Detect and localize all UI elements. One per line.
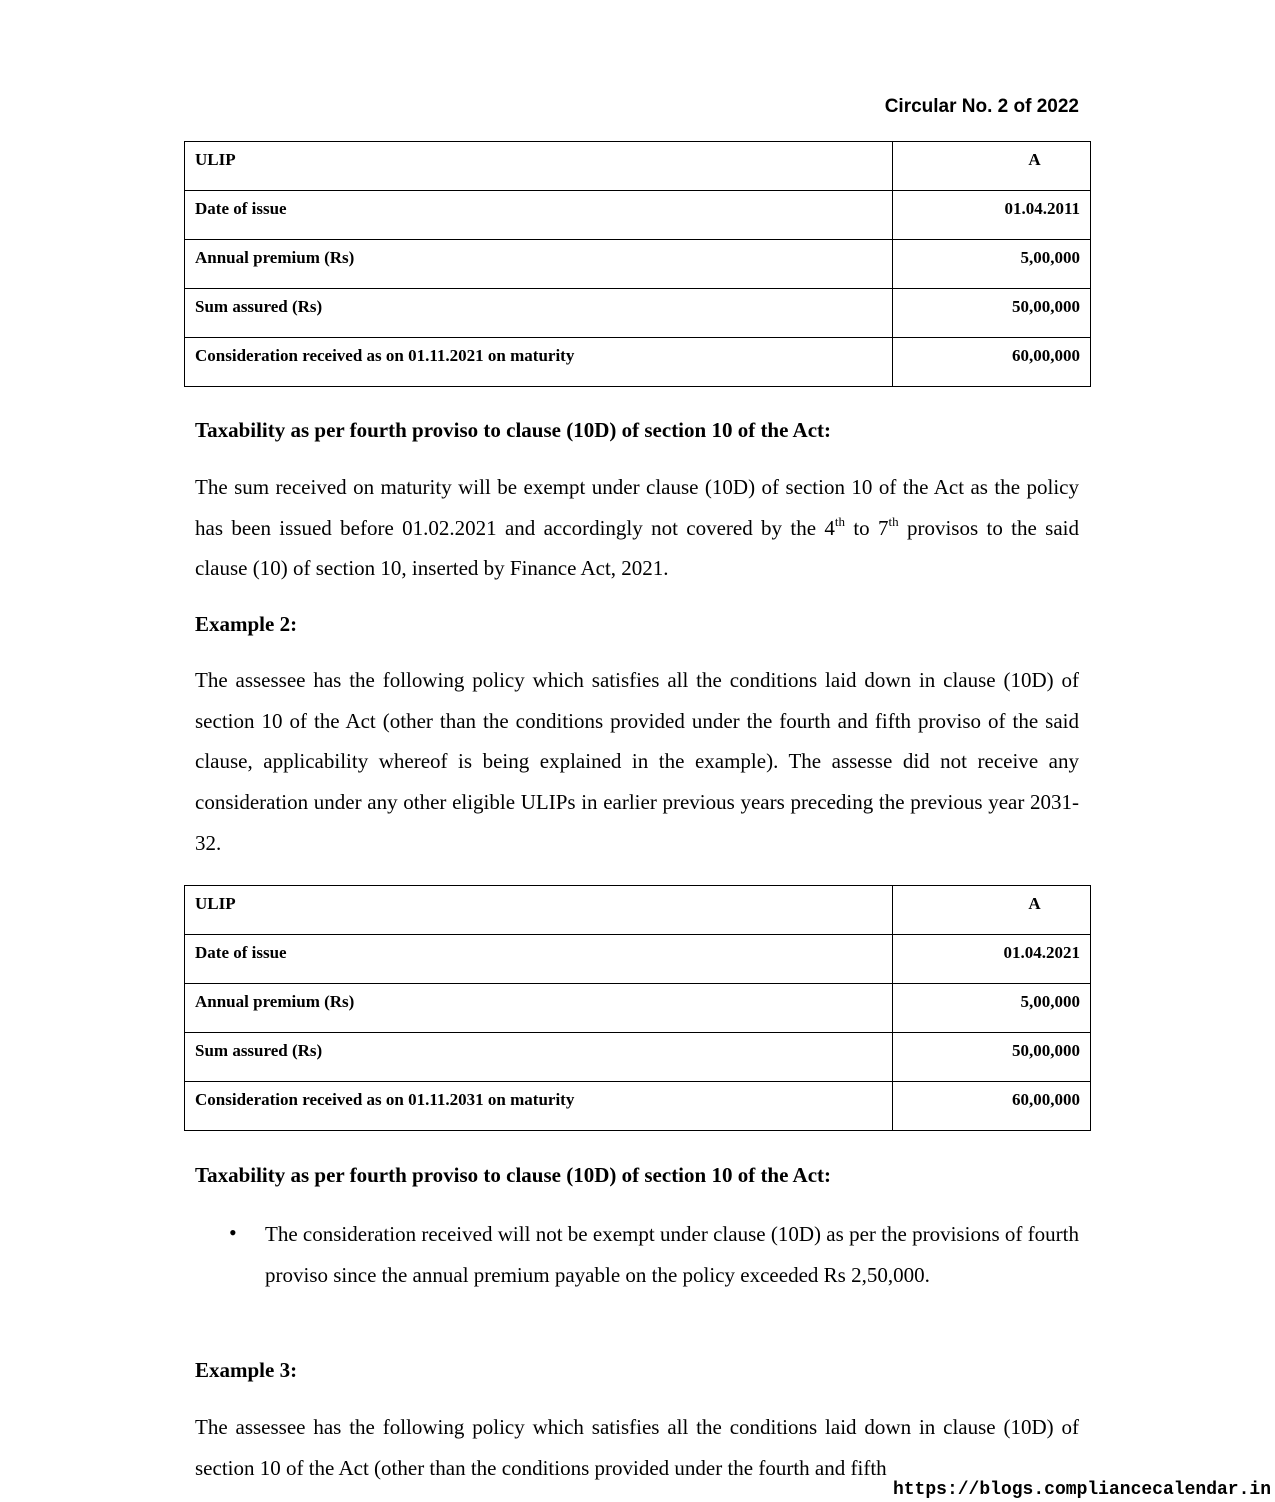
row-value: A bbox=[893, 142, 1091, 191]
table-row bbox=[185, 289, 1091, 338]
row-label: ULIP bbox=[185, 142, 893, 191]
table-row bbox=[185, 886, 1091, 935]
row-label: Date of issue bbox=[185, 935, 893, 984]
row-value: 5,00,000 bbox=[893, 984, 1091, 1033]
row-label: ULIP bbox=[185, 886, 893, 935]
taxability-heading-2: Taxability as per fourth proviso to clause (10D) of section 10 of the Act: bbox=[195, 1163, 831, 1187]
taxability-heading-1: Taxability as per fourth proviso to clause (10D) of section 10 of the Act: bbox=[195, 418, 831, 442]
row-value: A bbox=[893, 886, 1091, 935]
table-row bbox=[185, 240, 1091, 289]
row-label: Annual premium (Rs) bbox=[185, 984, 893, 1033]
example-2-paragraph: The assessee has the following policy which satisfies all the conditions laid down in clause (10D) of section 10 of the Act (other than the conditions provided under the fourth and fifth proviso of the said clause, applicability whereof is being explained in the example). The assesse did not receive any consideration under any other eligible ULIPs in earlier previous years preceding the previous year 2031-32. bbox=[195, 668, 1079, 855]
row-value: 60,00,000 bbox=[893, 338, 1091, 387]
circular-number: Circular No. 2 of 2022 bbox=[884, 96, 1079, 117]
taxability-paragraph-1 bbox=[195, 467, 1079, 589]
row-value: 5,00,000 bbox=[893, 240, 1091, 289]
table-row bbox=[185, 338, 1091, 387]
row-value: 50,00,000 bbox=[893, 1033, 1091, 1082]
row-label: Consideration received as on 01.11.2031 on maturity bbox=[185, 1082, 893, 1131]
bullet-icon: • bbox=[229, 1220, 237, 1245]
text-fragment: to 7 bbox=[845, 515, 889, 540]
table-row bbox=[185, 984, 1091, 1033]
row-value: 60,00,000 bbox=[893, 1082, 1091, 1131]
ulip-table-example-2 bbox=[184, 885, 1091, 1131]
row-value: 01.04.2021 bbox=[893, 935, 1091, 984]
text-fragment: provisos to the said clause (10) of section 10, inserted by Finance Act, 2021. bbox=[195, 515, 1079, 581]
watermark-url: https://blogs.compliancecalendar.in bbox=[892, 1480, 1271, 1500]
table-row bbox=[185, 1033, 1091, 1082]
row-label: Date of issue bbox=[185, 191, 893, 240]
row-value: 50,00,000 bbox=[893, 289, 1091, 338]
table-row bbox=[185, 935, 1091, 984]
table-row bbox=[185, 1082, 1091, 1131]
row-label: Annual premium (Rs) bbox=[185, 240, 893, 289]
row-value: 01.04.2011 bbox=[893, 191, 1091, 240]
example-3-heading: Example 3: bbox=[195, 1358, 298, 1382]
superscript: th bbox=[834, 513, 845, 529]
superscript: th bbox=[888, 513, 899, 529]
example-3-paragraph: The assessee has the following policy which satisfies all the conditions laid down in clause (10D) of section 10 of the Act (other than the conditions provided under the fourth and fifth bbox=[195, 1415, 1079, 1480]
text-fragment: The sum received on maturity will be exempt under clause (10D) of section 10 of the Act as the policy has been issued before 01.02.2021 and accordingly not covered by the 4 bbox=[195, 475, 1079, 540]
example-2-heading: Example 2: bbox=[195, 612, 298, 636]
bullet-paragraph: The consideration received will not be exempt under clause (10D) as per the provisions of fourth proviso since the annual premium payable on the policy exceeded Rs 2,50,000. bbox=[265, 1222, 1079, 1287]
row-label: Sum assured (Rs) bbox=[185, 1033, 893, 1082]
row-label: Consideration received as on 01.11.2021 on maturity bbox=[185, 338, 893, 387]
table-row bbox=[185, 142, 1091, 191]
ulip-table-example-1 bbox=[184, 141, 1091, 387]
row-label: Sum assured (Rs) bbox=[185, 289, 893, 338]
table-row bbox=[185, 191, 1091, 240]
